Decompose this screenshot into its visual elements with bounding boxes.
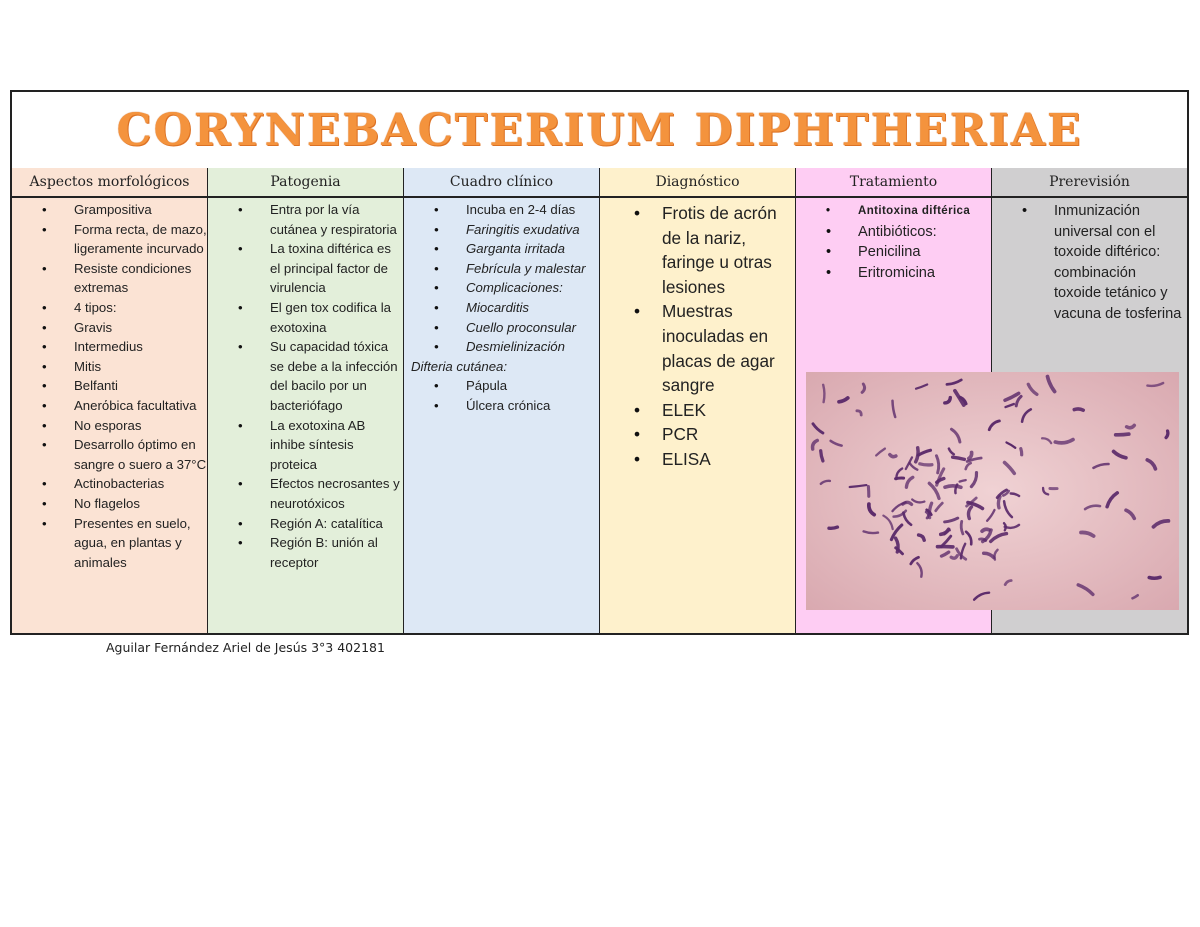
- list-item: • Desarrollo óptimo en sangre o suero a 37°C: [12, 435, 207, 474]
- column-morfologia: [12, 198, 208, 633]
- prerevision-list: [992, 201, 1187, 325]
- list-item: • Antibióticos:: [796, 222, 991, 243]
- list-item: • La toxina diftérica es el principal factor de virulencia: [208, 239, 403, 298]
- list-item: • Gravis: [12, 318, 207, 338]
- list-item: • Cuello proconsular: [404, 318, 599, 338]
- bacillus-mark: [960, 480, 966, 482]
- header-cuadro-clinico: Cuadro clínico: [404, 168, 600, 196]
- list-item: • Desmielinización: [404, 337, 599, 357]
- list-item: • Región B: unión al receptor: [208, 533, 403, 572]
- cutaneous-subheading: Difteria cutánea:: [411, 358, 508, 374]
- bacillus-mark: [920, 464, 932, 465]
- list-item: • Mitis: [12, 357, 207, 377]
- list-item: • Complicaciones:: [404, 278, 599, 298]
- list-item: • Resiste condiciones extremas: [12, 259, 207, 298]
- header-tratamiento: Tratamiento: [796, 168, 992, 196]
- header-patogenia: Patogenia: [208, 168, 404, 196]
- list-item: • ELEK: [600, 398, 795, 423]
- list-item: • ELISA: [600, 447, 795, 472]
- morfologia-list: [12, 200, 207, 572]
- list-item: • Actinobacterias: [12, 474, 207, 494]
- header-row: [12, 168, 1187, 198]
- list-item: • 4 tipos:: [12, 298, 207, 318]
- bacillus-mark: [1149, 577, 1160, 578]
- bacillus-mark: [829, 527, 837, 528]
- bacillus-mark: [896, 478, 904, 479]
- list-item: • Belfanti: [12, 376, 207, 396]
- list-item: • Eritromicina: [796, 263, 991, 284]
- column-patogenia: [208, 198, 404, 633]
- cutaneous-list: [404, 376, 599, 415]
- list-item: • Garganta irritada: [404, 239, 599, 259]
- author-footer: Aguilar Fernández Ariel de Jesús 3°3 402181: [106, 640, 385, 655]
- list-item: • Anerόbica facultativa: [12, 396, 207, 416]
- list-item: • Muestras inoculadas en placas de agar sangre: [600, 299, 795, 397]
- list-item: • Efectos necrosantes y neurotóxicos: [208, 474, 403, 513]
- list-item: • El gen tox codifica la exotoxina: [208, 298, 403, 337]
- list-item: • Pápula: [404, 376, 599, 396]
- bacteria-micrograph: [806, 372, 1179, 610]
- list-item: • Penicilina: [796, 242, 991, 263]
- bacillus-mark: [982, 529, 989, 531]
- list-item: • Incuba en 2-4 días: [404, 200, 599, 220]
- list-item: • Antitoxina diftérica: [796, 201, 991, 222]
- column-diagnostico: [600, 198, 796, 633]
- list-item: • PCR: [600, 422, 795, 447]
- bacillus-mark: [1021, 449, 1022, 455]
- list-item: • Grampositiva: [12, 200, 207, 220]
- micrograph-image: [806, 372, 1179, 610]
- cuadro-clinico-list: [404, 200, 599, 357]
- bacillus-mark: [1166, 431, 1168, 438]
- list-item: • La exotoxina AB inhibe síntesis proteica: [208, 416, 403, 475]
- list-item: • Miocarditis: [404, 298, 599, 318]
- diagnostico-list: [600, 201, 795, 472]
- bacillus-mark: [1116, 434, 1129, 435]
- list-item: • Entra por la vía cutánea y respiratoria: [208, 200, 403, 239]
- header-diagnostico: Diagnóstico: [600, 168, 796, 196]
- column-cuadro-clinico: [404, 198, 600, 633]
- header-morfologia: Aspectos morfológicos: [12, 168, 208, 196]
- header-prerevision: Prerevisión: [992, 168, 1187, 196]
- patogenia-list: [208, 200, 403, 572]
- list-item: • Frotis de acrón de la nariz, faringe u otras lesiones: [600, 201, 795, 299]
- list-item: • Febrícula y malestar: [404, 259, 599, 279]
- list-item: • Su capacidad tóxica se debe a la infección del bacilo por un bacteriófago: [208, 337, 403, 415]
- bacillus-mark: [945, 486, 961, 488]
- list-item: • Faringitis exudativa: [404, 220, 599, 240]
- list-item: • No esporas: [12, 416, 207, 436]
- bacillus-mark: [890, 455, 896, 457]
- bacillus-mark: [823, 385, 824, 402]
- list-item: • Forma recta, de mazo, ligeramente incurvado: [12, 220, 207, 259]
- list-item: • Inmunización universal con el toxoide diftérico: combinación toxoide tetánico y vacuna de tosferina: [992, 201, 1187, 325]
- title-row: [12, 92, 1187, 170]
- list-item: • Intermedius: [12, 337, 207, 357]
- bacillus-mark: [1074, 409, 1083, 410]
- list-item: • Región A: catalítica: [208, 514, 403, 534]
- list-item: • Presentes en suelo, agua, en plantas y animales: [12, 514, 207, 573]
- list-item: • No flagelos: [12, 494, 207, 514]
- document-title: CORYNEBACTERIUM DIPHTHERIAE: [116, 104, 1083, 156]
- bacillus-mark: [998, 497, 1000, 508]
- bacillus-mark: [961, 521, 963, 534]
- list-item: • Úlcera crónica: [404, 396, 599, 416]
- tratamiento-list: [796, 201, 991, 283]
